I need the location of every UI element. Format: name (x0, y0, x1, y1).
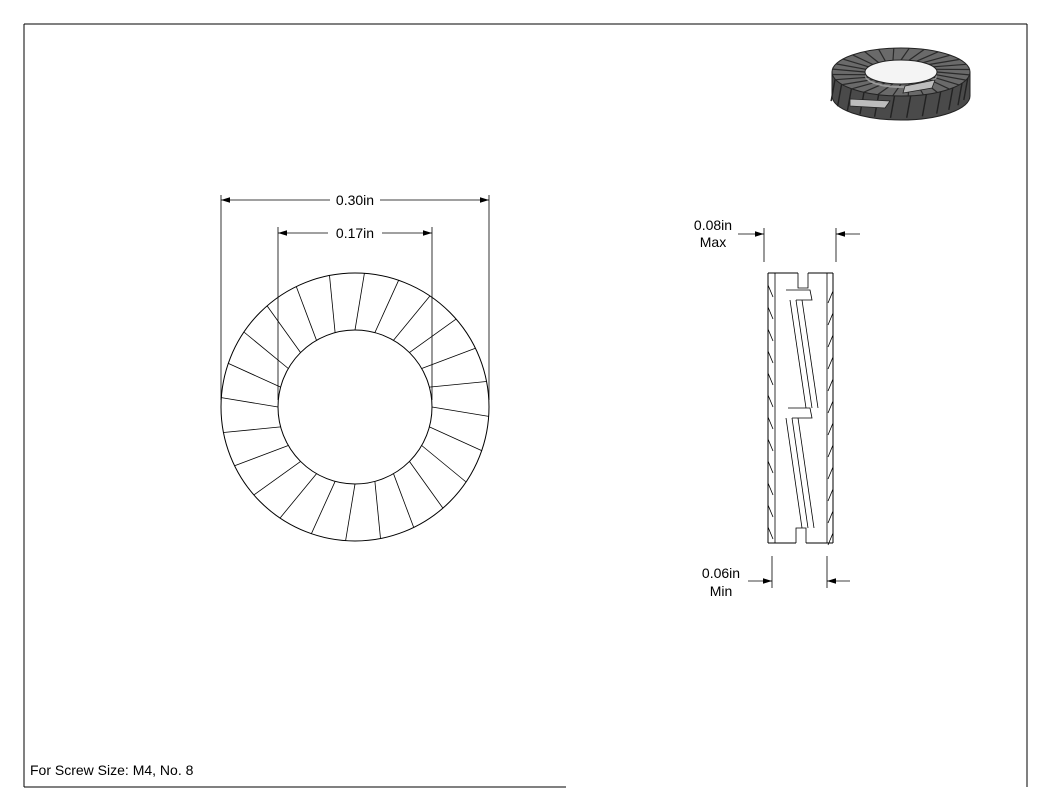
serration-line (409, 461, 443, 508)
serration-line (311, 481, 335, 533)
ridge-tick (828, 313, 833, 325)
serration-line (422, 348, 476, 368)
outer-diameter-dimension (221, 192, 489, 400)
serration-line (280, 474, 317, 518)
inner-diameter-dimension (278, 225, 432, 400)
ridge-tick (768, 417, 773, 429)
ridge-tick (768, 307, 773, 319)
washer-outer-edge (221, 273, 489, 541)
washer-side-view (768, 273, 833, 545)
serration-line (394, 474, 414, 528)
ridge-tick (768, 285, 773, 297)
serration-line (330, 276, 336, 333)
ridge-tick (768, 395, 773, 407)
max-thickness-dimension (694, 217, 860, 262)
ridge-tick (768, 483, 773, 495)
ridge-tick (828, 423, 833, 435)
max-thickness-value: 0.08in (693, 217, 733, 233)
max-thickness-label: Max (699, 234, 727, 250)
iso-tooth (893, 48, 894, 60)
serration-line (375, 280, 399, 332)
ridge-tick (768, 461, 773, 473)
ridge-tick (768, 505, 773, 517)
serration-line (429, 427, 481, 451)
serration-line (429, 382, 486, 388)
ridge-tick (768, 329, 773, 341)
ridge-tick (828, 445, 833, 457)
serration-line (432, 407, 489, 416)
ridge-tick (768, 373, 773, 385)
outer-diameter-label: 0.30in (335, 192, 375, 208)
ridge-tick (828, 357, 833, 369)
washer-inner-edge (278, 330, 432, 484)
serration-line (228, 363, 280, 387)
serration-line (375, 481, 381, 538)
serration-line (409, 319, 456, 353)
ridge-tick (828, 291, 833, 303)
ridge-tick (768, 439, 773, 451)
ridge-tick (828, 467, 833, 479)
min-thickness-label: Min (709, 583, 733, 599)
screw-size-note: For Screw Size: M4, No. 8 (30, 762, 194, 778)
serration-line (346, 484, 355, 541)
serration-line (235, 446, 289, 466)
serration-line (221, 398, 278, 407)
ridge-tick (828, 401, 833, 413)
serration-line (394, 296, 431, 340)
serration-line (244, 332, 288, 369)
serration-line (355, 273, 364, 330)
ridge-tick (828, 335, 833, 347)
min-thickness-value: 0.06in (701, 565, 741, 581)
sheet-border (24, 24, 1027, 787)
washer-front-view (221, 273, 489, 541)
isometric-washer-view (831, 48, 970, 120)
ridge-tick (828, 379, 833, 391)
ridge-tick (828, 511, 833, 523)
inner-diameter-label: 0.17in (335, 225, 375, 241)
serration-line (267, 306, 301, 353)
ridge-tick (768, 351, 773, 363)
serration-line (224, 427, 281, 433)
ridge-tick (768, 527, 773, 539)
serration-line (254, 461, 301, 495)
serration-line (296, 287, 316, 341)
serration-line (422, 446, 466, 483)
min-thickness-dimension (702, 556, 850, 599)
ridge-tick (828, 489, 833, 501)
